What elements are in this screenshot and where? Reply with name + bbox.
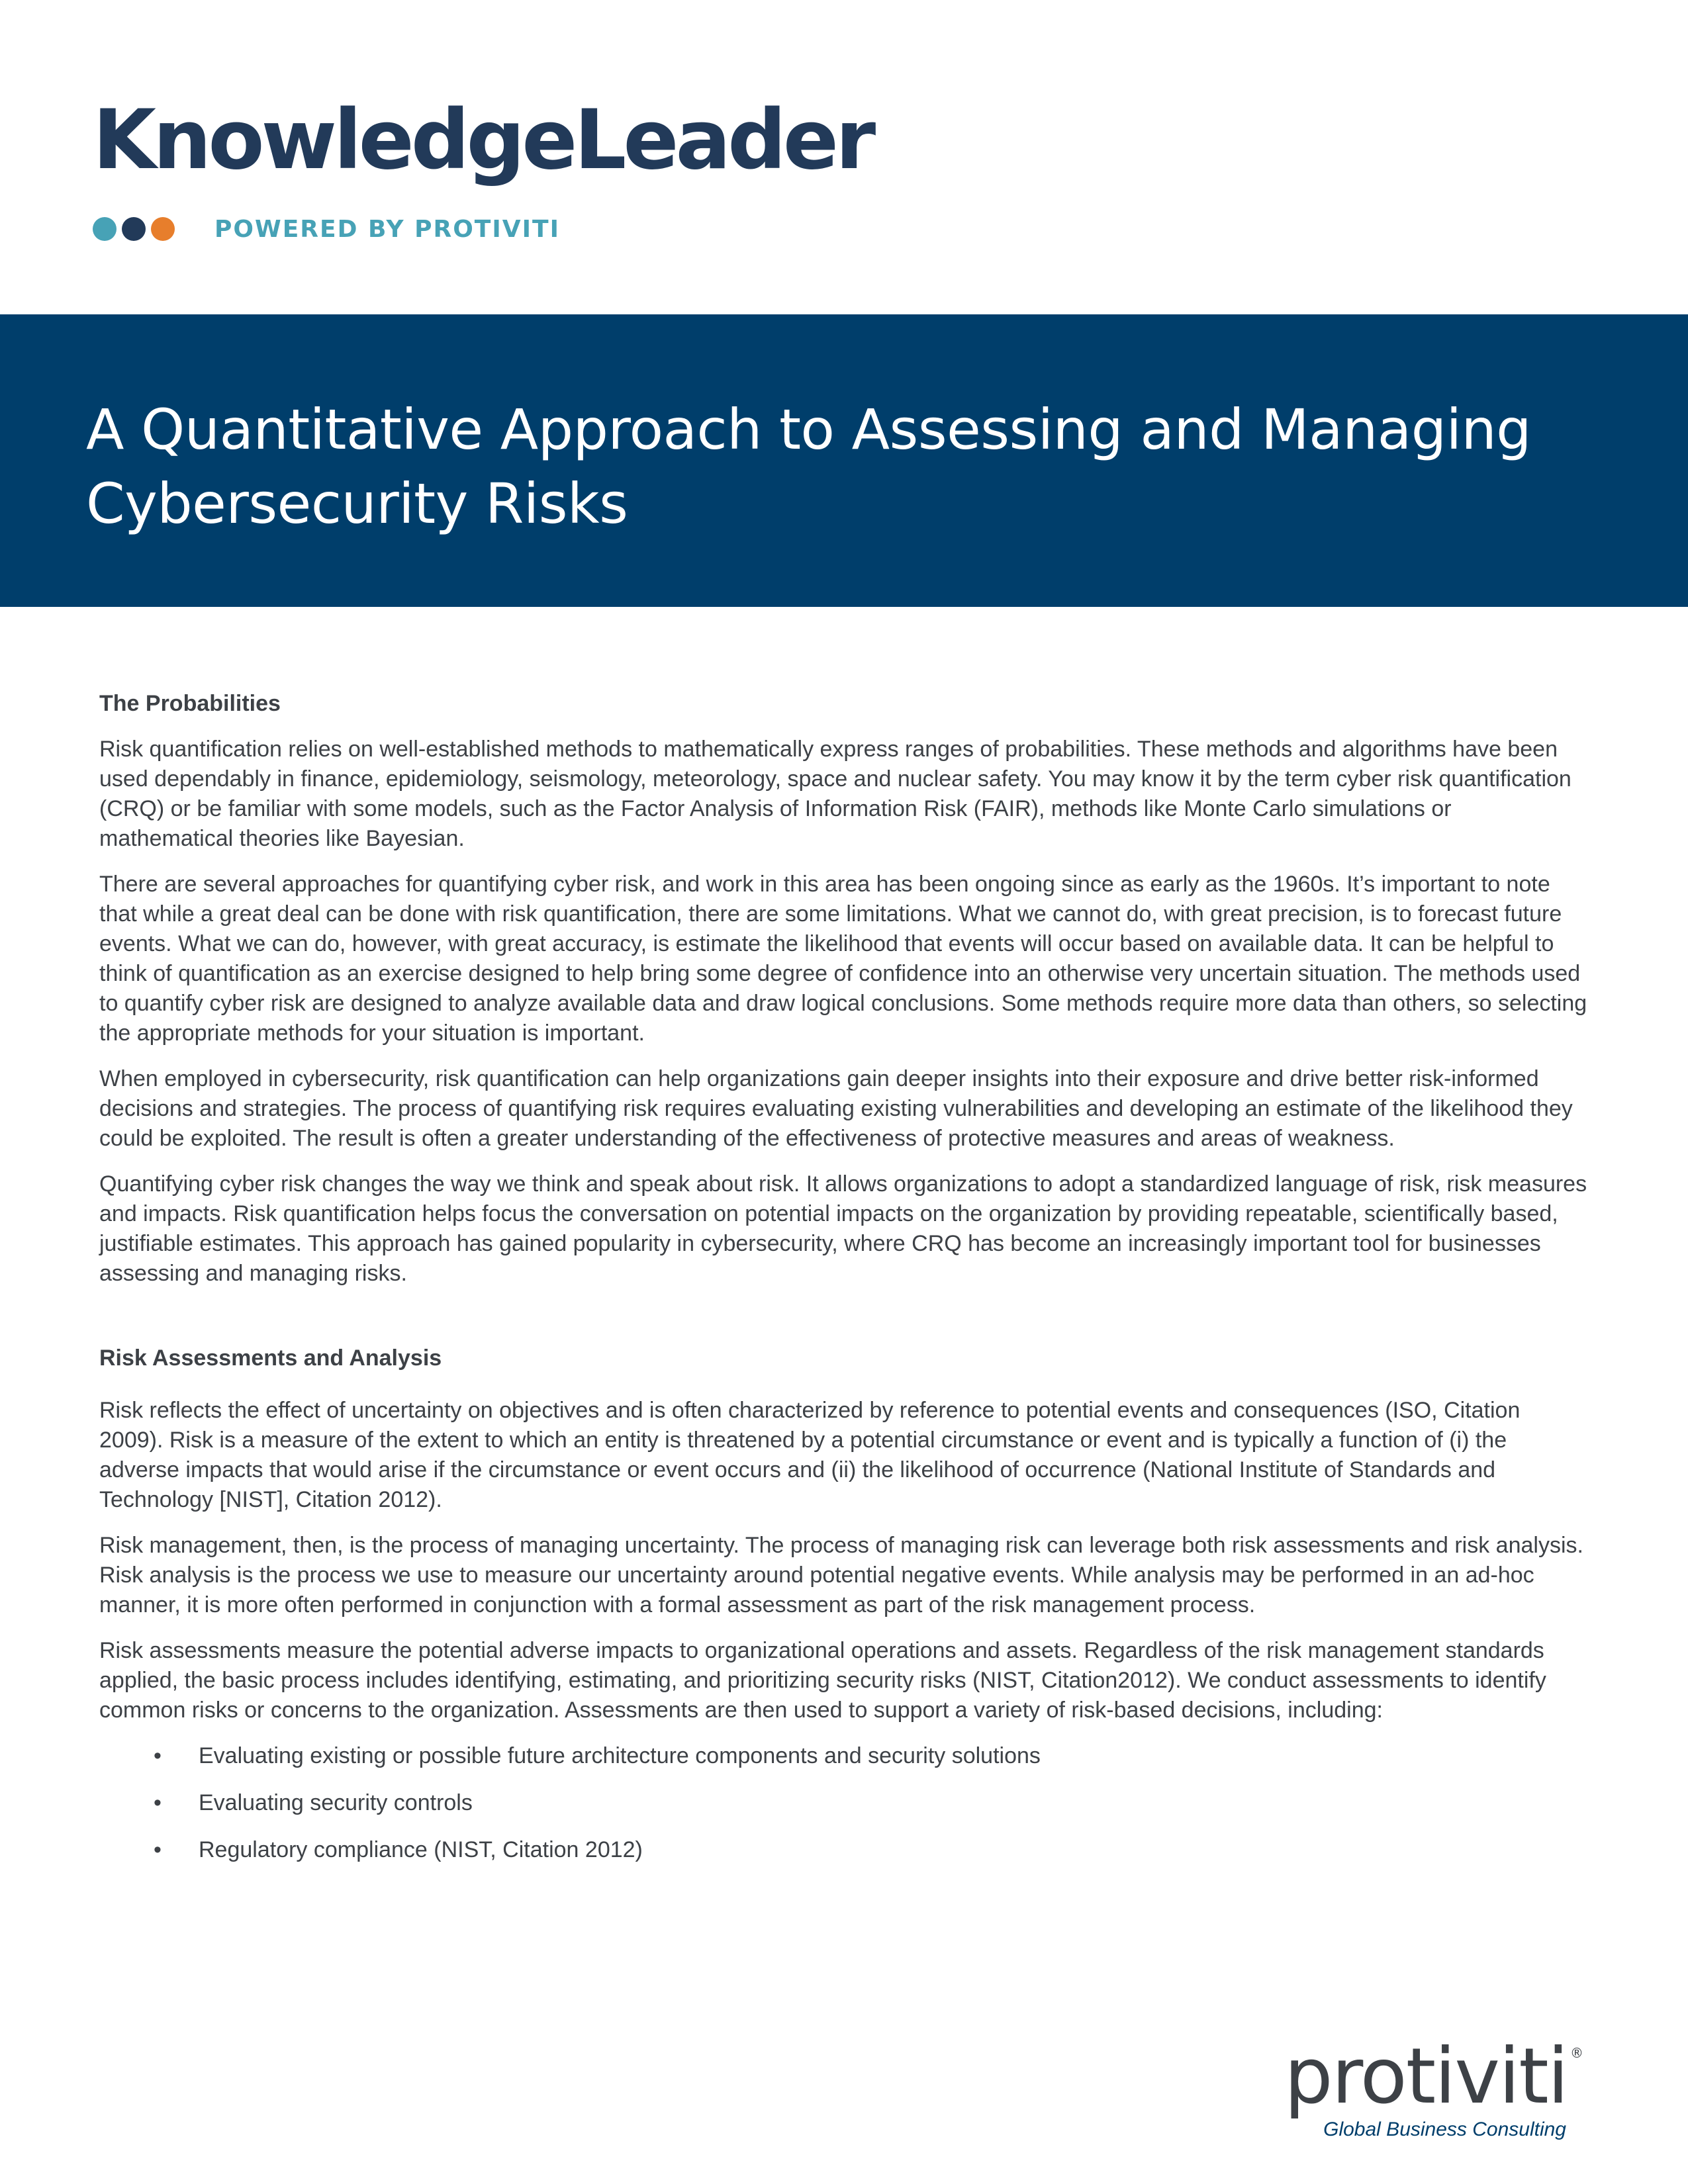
protiviti-tagline: Global Business Consulting	[1323, 2118, 1566, 2140]
list-item	[99, 1835, 1589, 1865]
list-item-text: Evaluating existing or possible future architecture components and security solutions	[199, 1743, 1041, 1768]
bullet-icon: •	[154, 1790, 162, 1815]
protiviti-logo	[1284, 2032, 1582, 2143]
page-title	[86, 392, 1602, 541]
article-body	[99, 688, 1589, 1882]
registered-mark: ®	[1570, 2045, 1582, 2061]
page-title-line-2: Cybersecurity Risks	[86, 471, 628, 536]
brand-dots	[93, 217, 175, 241]
bullet-icon: •	[154, 1837, 162, 1862]
title-banner	[0, 314, 1688, 607]
protiviti-wordmark-text: protiviti	[1284, 2032, 1568, 2121]
list-item-text: Evaluating security controls	[199, 1790, 473, 1815]
section-heading-risk-assessments: Risk Assessments and Analysis	[99, 1345, 442, 1371]
brand-subline	[93, 213, 887, 245]
paragraph: Risk management, then, is the process of managing uncertainty. The process of managing risk can leverage both risk assessments and risk analysis. Risk analysis is the process we use to measure our uncertainty around potential negative events. While analysis may be performed in an ad-hoc manner, it is more often performed in conjunction with a formal assessment as part of the risk management process.	[99, 1533, 1583, 1617]
paragraph: Quantifying cyber risk changes the way we think and speak about risk. It allows organizations to adopt a standardized language of risk, risk measures and impacts. Risk quantification helps focus the conversation on potential impacts on the organization by providing repeatable, scientifically based, justifiable estimates. This approach has gained popularity in cybersecurity, where CRQ has become an increasingly important tool for businesses assessing and managing risks.	[99, 1171, 1587, 1286]
protiviti-wordmark	[1284, 2032, 1582, 2121]
list-item	[99, 1788, 1589, 1818]
paragraph: When employed in cybersecurity, risk quantification can help organizations gain deeper insights into their exposure and drive better risk-informed decisions and strategies. The process of quantifying risk requires evaluating existing vulnerabilities and developing an estimate of the likelihood they could be exploited. The result is often a greater understanding of the effectiveness of protective measures and areas of weakness.	[99, 1066, 1573, 1151]
paragraph: There are several approaches for quantifying cyber risk, and work in this area has been ongoing since as early as the 1960s. It’s important to note that while a great deal can be done with risk quantification, there are some limitations. What we cannot do, with great precision, is to forecast future events. What we can do, however, with great accuracy, is estimate the likelihood that events will occur based on available data. It can be helpful to think of quantification as an exercise designed to help bring some degree of confidence into an otherwise very uncertain situation. The methods used to quantify cyber risk are designed to analyze available data and draw logical conclusions. Some methods require more data than others, so selecting the appropriate methods for your situation is important.	[99, 872, 1587, 1046]
list-item	[99, 1741, 1589, 1771]
decision-list	[99, 1741, 1589, 1865]
orange-dot-icon	[151, 217, 175, 241]
powered-by-label: POWERED BY PROTIVITI	[214, 215, 560, 243]
brand-header	[93, 93, 887, 245]
section-heading-probabilities: The Probabilities	[99, 691, 281, 716]
navy-dot-icon	[122, 217, 146, 241]
page-title-line-1: A Quantitative Approach to Assessing and Managing	[86, 397, 1532, 462]
list-item-text: Regulatory compliance (NIST, Citation 2012)	[199, 1837, 643, 1862]
bullet-icon: •	[154, 1743, 162, 1768]
paragraph: Risk assessments measure the potential adverse impacts to organizational operations and assets. Regardless of the risk management standards applied, the basic process includes identifying, estimating, and prioritizing security risks (NIST, Citation2012). We conduct assessments to identify common risks or concerns to the organization. Assessments are then used to support a variety of risk-based decisions, including:	[99, 1638, 1546, 1723]
paragraph: Risk reflects the effect of uncertainty on objectives and is often characterized by reference to potential events and consequences (ISO, Citation 2009). Risk is a measure of the extent to which an entity is threatened by a potential circumstance or event and is typically a function of (i) the adverse impacts that would arise if the circumstance or event occurs and (ii) the likelihood of occurrence (National Institute of Standards and Technology [NIST], Citation 2012).	[99, 1398, 1521, 1512]
paragraph: Risk quantification relies on well-established methods to mathematically express ranges of probabilities. These methods and algorithms have been used dependably in finance, epidemiology, seismology, meteorology, space and nuclear safety. You may know it by the term cyber risk quantification (CRQ) or be familiar with some models, such as the Factor Analysis of Information Risk (FAIR), methods like Monte Carlo simulations or mathematical theories like Bayesian.	[99, 737, 1571, 851]
teal-dot-icon	[93, 217, 117, 241]
knowledgeleader-logo: KnowledgeLeader	[93, 93, 873, 188]
